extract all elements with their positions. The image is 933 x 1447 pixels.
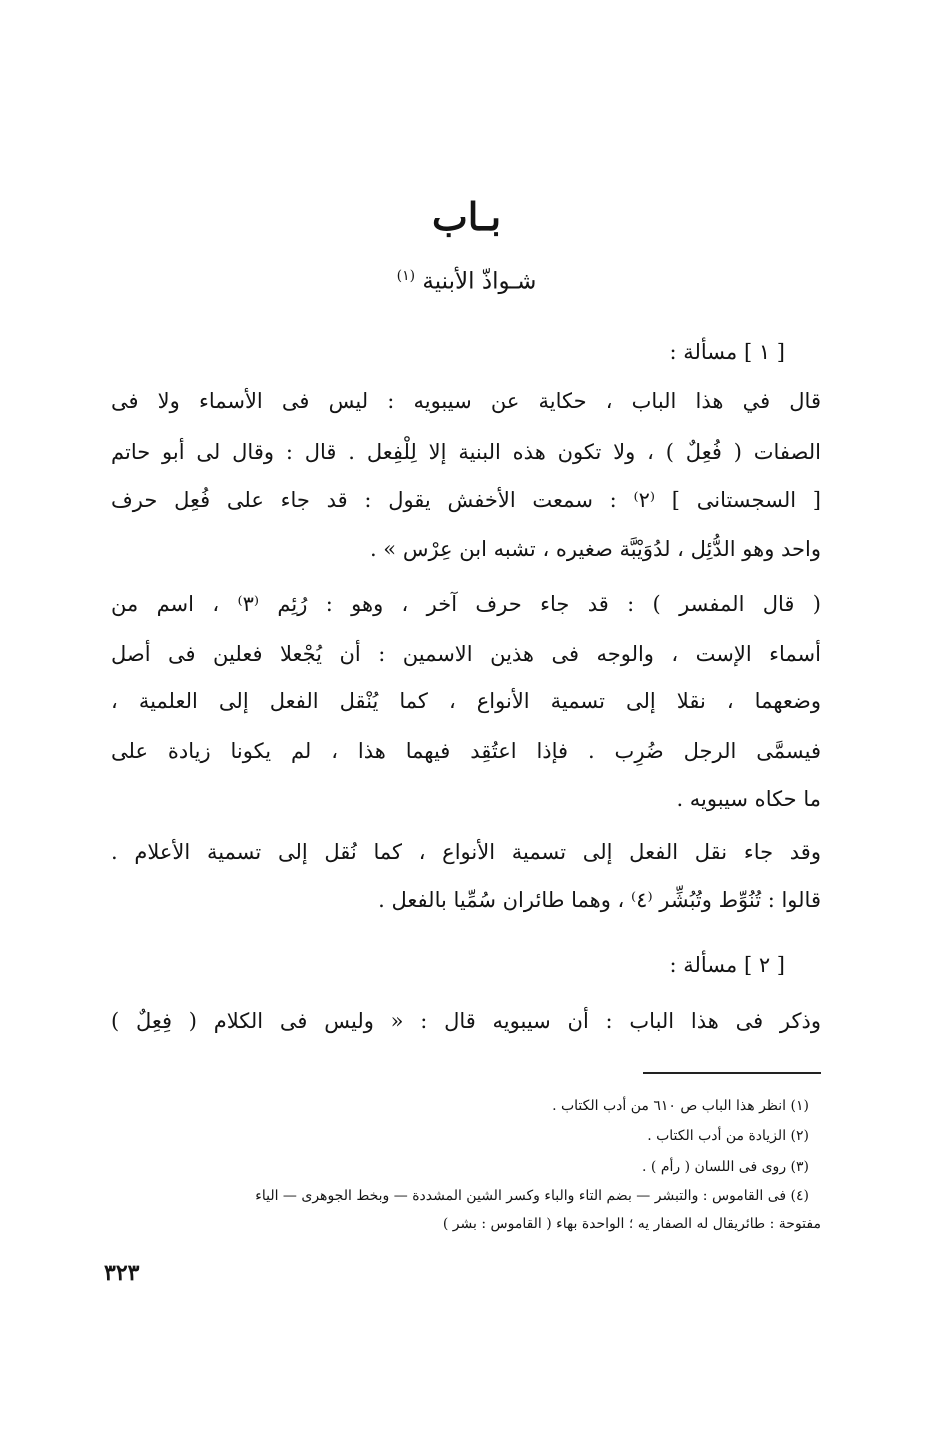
footnote-4: (٤) فى القاموس : والتبشر — بضم التاء والباء وكسر الشين المشددة — وبخط الجوهرى — الياء bbox=[255, 1188, 809, 1204]
footnote-4-continuation: مفتوحة : طائريقال له الصفار يه ؛ الواحدة بهاء ( القاموس : بشر ) bbox=[442, 1216, 821, 1232]
issue-heading-2: [ ٢ ] مسألة : bbox=[669, 953, 785, 977]
page-number: ٣٢٣ bbox=[104, 1260, 140, 1286]
text-line: قالوا : تُنُوِّط وتُبُشِّر ⁽٤⁾ ، وهما طائران سُمِّيا بالفعل . bbox=[378, 888, 821, 912]
text-line: وقد جاء نقل الفعل إلى تسمية الأنواع ، كما نُقل إلى تسمية الأعلام . bbox=[111, 840, 821, 864]
issue-heading-1: [ ١ ] مسألة : bbox=[669, 340, 785, 364]
footnote-2: (٢) الزيادة من أدب الكتاب . bbox=[647, 1128, 809, 1144]
chapter-title: بـاب bbox=[431, 194, 502, 239]
chapter-subtitle-text: شـواذّ الأبنية bbox=[422, 268, 537, 295]
footnote-divider bbox=[643, 1072, 821, 1074]
text-line: قال في هذا الباب ، حكاية عن سيبويه : ليس فى الأسماء ولا فى bbox=[111, 389, 821, 413]
footnote-ref-1: (١) bbox=[396, 268, 416, 284]
text-line: وذكر فى هذا الباب : أن سيبويه قال : « وليس فى الكلام ( فِعِلٌ ) bbox=[111, 1009, 821, 1033]
footnote-3: (٣) روى فى اللسان ( رأم ) . bbox=[642, 1159, 809, 1175]
text-line: وضعهما ، نقلا إلى تسمية الأنواع ، كما يُنْقل الفعل إلى العلمية ، bbox=[111, 689, 821, 713]
text-line: فيسمَّى الرجل ضُرِب . فإذا اعتُقِد فيهما هذا ، لم يكونا زيادة على bbox=[111, 739, 821, 763]
text-line: الصفات ( فُعِلٌ ) ، ولا تكون هذه البنية إلا لِلْفِعل . قال : وقال لى أبو حاتم bbox=[111, 440, 821, 464]
text-line: ما حكاه سيبويه . bbox=[676, 787, 821, 811]
text-line: [ السجستانى ] ⁽٢⁾ : سمعت الأخفش يقول : قد جاء على فُعِل حرف bbox=[111, 488, 821, 512]
text-line: واحد وهو الدُّئِل ، لدُوَيْبَّة صغيره ، تشبه ابن عِرْس » . bbox=[369, 537, 821, 561]
text-line: أسماء الإست ، والوجه فى هذين الاسمين : أن يُجْعلا فعلين فى أصل bbox=[111, 642, 821, 666]
footnote-1: (١) انظر هذا الباب ص ٦١٠ من أدب الكتاب . bbox=[552, 1098, 809, 1114]
chapter-subtitle bbox=[0, 258, 933, 300]
text-line: ( قال المفسر ) : قد جاء حرف آخر ، وهو : رُئِم ⁽٣⁾ ، اسم من bbox=[111, 592, 821, 616]
